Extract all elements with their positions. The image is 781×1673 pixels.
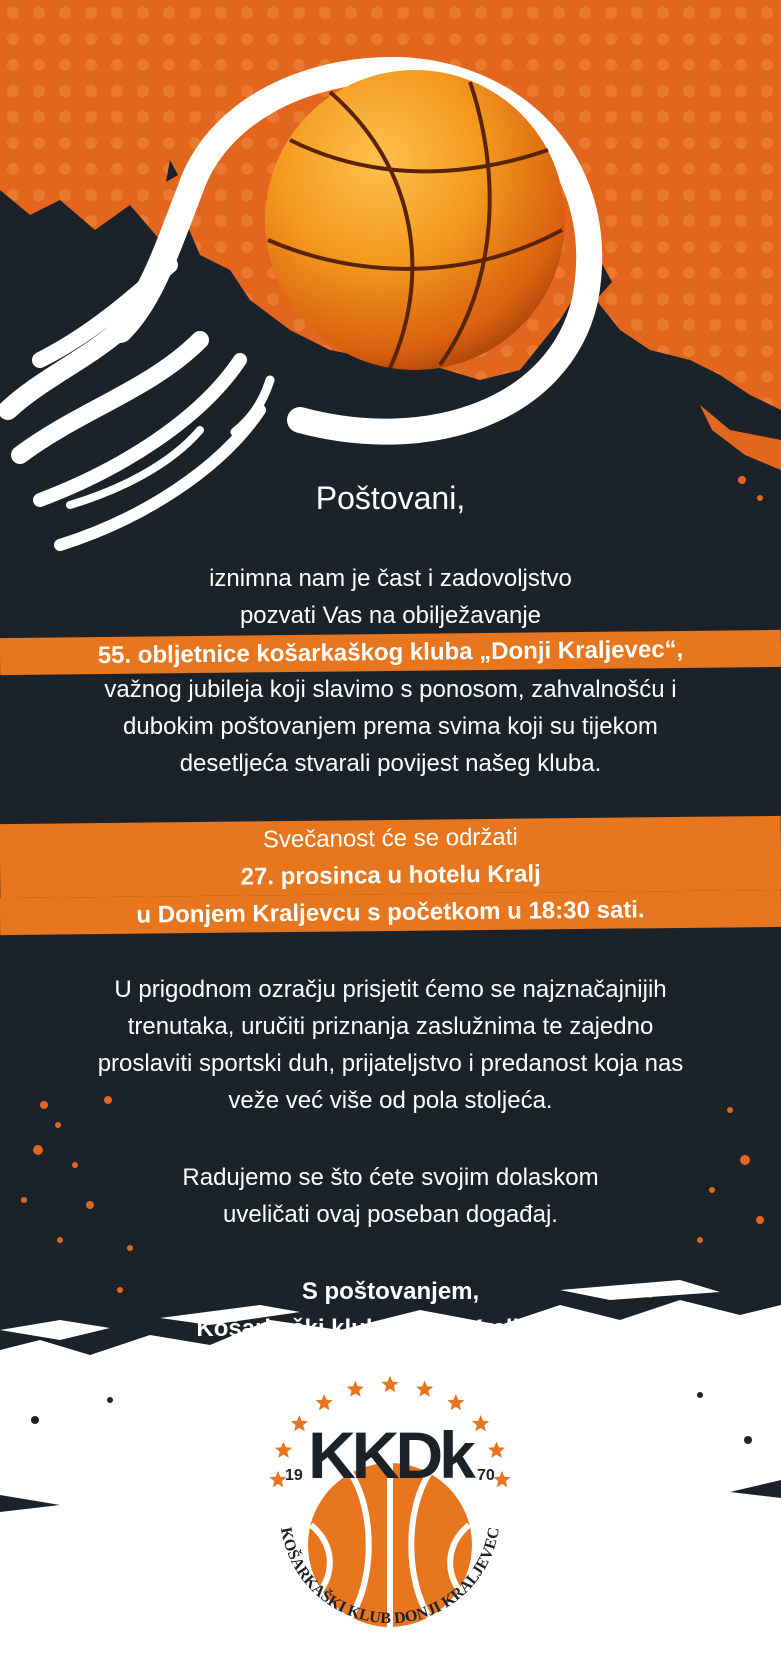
signature (0, 1273, 781, 1347)
text-line: važnog jubileja koji slavimo s ponosom, zahvalnošću i (104, 676, 677, 703)
logo-letters: KKDk (308, 1418, 472, 1492)
text-line: pozvati Vas na obilježavanje (239, 602, 542, 629)
paragraph-program (0, 971, 781, 1119)
text-line: proslaviti sportski duh, prijateljstvo i predanost koja nas (97, 1050, 684, 1077)
signature-greeting: S poštovanjem, (301, 1278, 480, 1305)
event-intro: Svečanost će se održati (262, 823, 518, 854)
logo-arc-text: KOŠARKAŠKI KLUB DONJI KRALJEVEC (276, 1525, 504, 1628)
star-icon (291, 1415, 308, 1431)
star-icon (347, 1381, 364, 1397)
star-icon (472, 1415, 489, 1431)
highlight-line (0, 820, 781, 894)
invitation-letter (0, 478, 781, 1347)
star-icon (416, 1381, 433, 1397)
text-line: trenutaka, uručiti priznanja zaslužnima te zajedno (127, 1013, 654, 1040)
event-date-highlight (0, 816, 781, 898)
event-place-highlight: u Donjem Kraljevcu s početkom u 18:30 sati. (0, 890, 781, 935)
star-icon (488, 1442, 505, 1458)
paragraph-invitation (0, 560, 781, 782)
text-line: veže već više od pola stoljeća. (228, 1087, 553, 1114)
text-line: dubokim poštovanjem prema svima koji su tijekom (123, 713, 658, 740)
text-line: uveličati ovaj poseban događaj. (223, 1201, 558, 1228)
highlight-line (0, 634, 781, 671)
star-icon (275, 1442, 292, 1458)
club-logo (255, 1360, 525, 1660)
event-date: 27. prosinca u hotelu Kralj (240, 860, 541, 891)
greeting: Poštovani, (315, 480, 466, 516)
paragraph-closing (0, 1159, 781, 1233)
anniversary-highlight: 55. obljetnice košarkaškog kluba „Donji Kraljevec“, (0, 630, 781, 675)
basketball (265, 70, 565, 370)
text-line: U prigodnom ozračju prisjetit ćemo se najznačajnijih (114, 976, 667, 1003)
logo-year-left: 19 (285, 1467, 303, 1484)
logo-year-right: 70 (477, 1467, 495, 1484)
text-line: iznimna nam je čast i zadovoljstvo (209, 565, 572, 592)
star-icon (316, 1394, 333, 1410)
text-line: desetljeća stvarali povijest našeg kluba. (179, 750, 602, 777)
text-line: Radujemo se što ćete svojim dolaskom (182, 1164, 599, 1191)
highlight-line (0, 894, 781, 931)
star-icon (447, 1394, 464, 1410)
star-icon (381, 1376, 398, 1392)
signature-club: Košarkaški klub „Donji Kraljevec“ (196, 1315, 585, 1342)
star-icon (493, 1471, 510, 1487)
paragraph-event-details (0, 820, 781, 931)
